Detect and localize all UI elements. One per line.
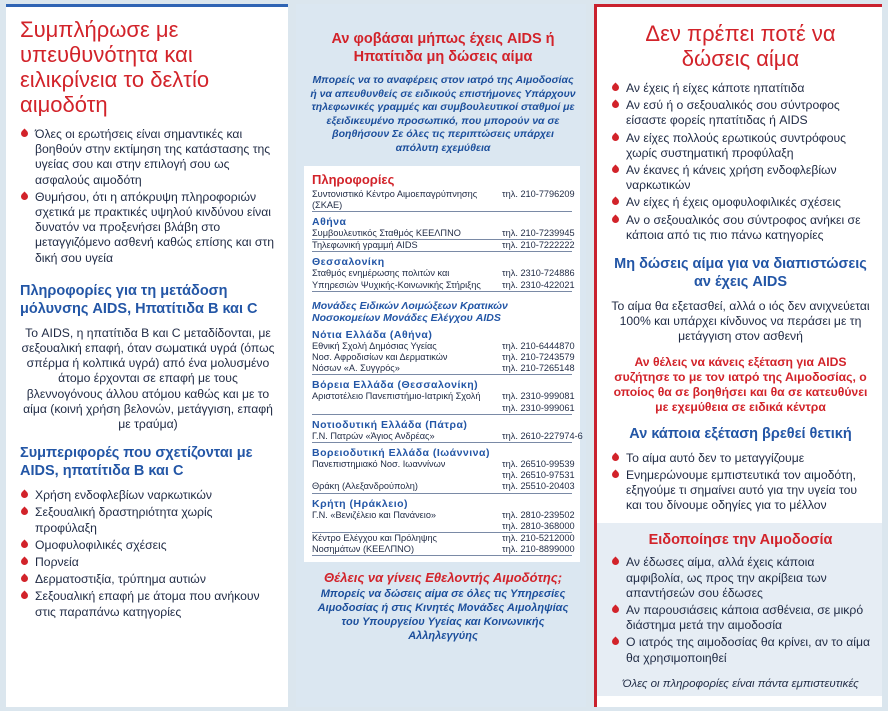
blood-drop-icon bbox=[611, 165, 621, 175]
list-item: Αν εσύ ή ο σεξουαλικός σου σύντροφος είσαστε φορείς ηπατίτιδας ή AIDS bbox=[611, 98, 870, 128]
notify-list bbox=[611, 555, 870, 665]
behaviours-list bbox=[20, 488, 276, 620]
table-row: Σταθμός ενημέρωσης πολιτών και τηλ. 2310-724886 bbox=[312, 268, 575, 279]
table-row: τηλ. 26510-97531 bbox=[502, 470, 575, 481]
blood-drop-icon bbox=[611, 557, 621, 567]
right-panel bbox=[594, 4, 882, 707]
transmission-heading: Πληροφορίες για τη μετάδοση μόλυνσης AIDS, Ηπατίτιδα Β και C bbox=[20, 282, 258, 317]
list-item: Αν έδωσες αίμα, αλλά έχεις κάποια αμφιβολία, ως προς την ακρίβεια των απαντήσεών σου έδωσες bbox=[611, 555, 870, 601]
table-row: Συντονιστικό Κέντρο Αιμοεπαγρύπνησης (ΣΚΑΕ) τηλ. 210-7796209 bbox=[312, 189, 572, 212]
blood-drop-icon bbox=[20, 490, 30, 500]
diagnosis-text: Το αίμα θα εξετασθεί, αλλά ο ιός δεν ανιχνεύεται 100% και υπάρχει κίνδυνος να περάσει με τη μετάγγιση στον ασθενή bbox=[611, 299, 870, 344]
fear-text: Μπορείς να το αναφέρεις στον ιατρό της Αιμοδοσίας ή να απευθυνθείς σε ειδικούς επιστήμονες Υπάρχουν τηλεφωνικές γραμμές και συμβουλευτικοί σταθμοί με εξειδικευμένο προσωπικό, που μπορούν να σε βοηθήσουν Σε όλες τις περιπτώσεις υπάρχει απόλυτη εχεμύθεια bbox=[310, 74, 576, 154]
blood-drop-icon bbox=[20, 539, 30, 549]
list-item: Δερματοστιξία, τρύπημα αυτιών bbox=[20, 572, 276, 587]
notify-heading: Ειδοποίησε την Αιμοδοσία bbox=[648, 532, 833, 549]
region-heading: Βόρεια Ελλάδα (Θεσσαλονίκη) bbox=[312, 379, 479, 392]
list-item: Αν είχες ή έχεις ομοφυλοφιλικές σχέσεις bbox=[611, 195, 870, 210]
blood-drop-icon bbox=[611, 100, 621, 110]
fear-heading: Αν φοβάσαι μήπως έχεις AIDS ή Ηπατίτιδα μη δώσεις αίμα bbox=[331, 31, 555, 65]
volunteer-heading: Θέλεις να γίνεις Εθελοντής Αιμοδότης; bbox=[323, 570, 563, 586]
list-item: Ενημερώνουμε εμπιστευτικά τον αιμοδότη, εξηγούμε τι σημαίνει αυτό για την υγεία του και του δίνουμε οδηγίες για το μέλλον bbox=[611, 468, 870, 514]
diagnosis-heading: Μη δώσεις αίμα για να διαπιστώσεις αν έχεις AIDS bbox=[614, 256, 867, 291]
list-item: Ο ιατρός της αιμοδοσίας θα κρίνει, αν το αίμα θα χρησιμοποιηθεί bbox=[611, 635, 870, 665]
positive-list bbox=[611, 451, 870, 514]
info-heading: Πληροφορίες bbox=[312, 171, 395, 187]
table-row: Τηλεφωνική γραμμή AIDS τηλ. 210-7222222 bbox=[312, 240, 572, 252]
blood-drop-icon bbox=[611, 637, 621, 647]
blood-drop-icon bbox=[20, 557, 30, 567]
table-row: Νοσημάτων (ΚΕΕΛΠΝΟ) τηλ. 210-8899000 bbox=[312, 544, 572, 556]
intro-list bbox=[20, 127, 276, 266]
list-item: Όλες οι ερωτήσεις είναι σημαντικές και βοηθούν στην εκτίμηση της κατάστασης της υγείας σου και στην επιλογή σου ως ασφαλούς αιμοδότη bbox=[20, 127, 276, 188]
blood-drop-icon bbox=[611, 469, 621, 479]
region-heading: Νοτιοδυτική Ελλάδα (Πάτρα) bbox=[312, 418, 468, 431]
table-row: Συμβουλευτικός Σταθμός ΚΕΕΛΠΝΟ τηλ. 210-7239945 bbox=[312, 228, 572, 240]
footer-note: Όλες οι πληροφορίες είναι πάντα εμπιστευτικές bbox=[622, 677, 859, 690]
table-row: Γ.Ν. «Βενιζέλειο και Πανάνειο» τηλ. 2810-239502 bbox=[312, 509, 575, 520]
blood-drop-icon bbox=[20, 191, 30, 201]
list-item: Πορνεία bbox=[20, 555, 276, 570]
table-row: τηλ. 2810-368000 bbox=[312, 521, 572, 533]
list-item: Σεξουαλική επαφή με άτομα που ανήκουν στις παραπάνω κατηγορίες bbox=[20, 589, 276, 619]
test-red-text: Αν θέλεις να κάνεις εξέταση για AIDS συζήτησε το με τον ιατρό της Αιμοδοσίας, ο οποίος θα σε βοηθήσει και θα σε κατευθύνει με εχεμύθεια σε ειδικά κέντρα bbox=[613, 354, 868, 414]
list-item: Θυμήσου, ότι η απόκρυψη πληροφοριών σχετικά με πρακτικές υψηλού κινδύνου είναι δυνατόν να προξενήσει βλάβη στο μεταγγιζόμενο ασθενή καθώς επίσης και στη δική σου υγεία bbox=[20, 190, 276, 266]
region-heading: Αθήνα bbox=[312, 215, 347, 228]
table-row: Νόσων «Α. Συγγρός» τηλ. 210-7265148 bbox=[312, 363, 572, 375]
blood-drop-icon bbox=[20, 574, 30, 584]
info-table bbox=[304, 166, 583, 563]
table-row: Αριστοτέλειο Πανεπιστήμιο-Ιατρική Σχολή τηλ. 2310-999081 bbox=[312, 391, 575, 402]
transmission-text: Το AIDS, η ηπατίτιδα Β και C μεταδίδονται, με σεξουαλική επαφή, όταν σωματικά υγρά (όπως σπέρμα ή κολπικά υγρά) από ένα μολυσμένο άτομο έρχονται σε επαφή με τους βλεννογόνους άλλου ατόμου καθώς και με το αίμα (κοινή χρήση βελονών, μετάγγιση, επαφή με τραύμα) bbox=[21, 325, 275, 432]
table-row: Κέντρο Ελέγχου και Πρόληψης τηλ. 210-5212000 bbox=[312, 533, 575, 544]
list-item: Σεξουαλική δραστηριότητα χωρίς προφύλαξη bbox=[20, 505, 276, 535]
list-item: Χρήση ενδοφλεβίων ναρκωτικών bbox=[20, 488, 276, 503]
table-row: Εθνική Σχολή Δημόσιας Υγείας τηλ. 210-6444870 bbox=[312, 340, 575, 351]
notify-box bbox=[597, 523, 882, 695]
table-row: Υπηρεσιών Ψυχικής-Κοινωνικής Στήριξης τηλ. 2310-422021 bbox=[312, 280, 572, 292]
list-item: Αν είχες πολλούς ερωτικούς συντρόφους χωρίς συστηματική προφύλαξη bbox=[611, 131, 870, 161]
table-row: Γ.Ν. Πατρών «Άγιος Ανδρέας» τηλ. 2610-227974-6 bbox=[312, 431, 572, 443]
region-heading: Κρήτη (Ηράκλειο) bbox=[312, 497, 409, 510]
never-list bbox=[611, 81, 870, 243]
middle-panel bbox=[296, 4, 586, 707]
table-row: Πανεπιστημιακό Νοσ. Ιωαννίνων τηλ. 26510-99539 bbox=[312, 459, 575, 469]
region-heading: Θεσσαλονίκη bbox=[312, 256, 385, 269]
volunteer-text: Μπορείς να δώσεις αίμα σε όλες τις Υπηρεσίες Αιμοδοσίας ή στις Κινητές Μονάδες Αιμοληψίας του Υπουργείου Υγείας και Κοινωνικής Αλληλεγγύης bbox=[317, 588, 569, 643]
blood-drop-icon bbox=[611, 83, 621, 93]
region-heading: Βορειοδυτική Ελλάδα (Ιωάννινα) bbox=[312, 447, 490, 459]
blood-drop-icon bbox=[611, 605, 621, 615]
region-heading: Νότια Ελλάδα (Αθήνα) bbox=[312, 328, 433, 341]
table-row: τηλ. 2310-999061 bbox=[312, 403, 572, 415]
blood-drop-icon bbox=[20, 591, 30, 601]
left-title: Συμπλήρωσε με υπευθυνότητα και ειλικρίνεια το δελτίο αιμοδότη bbox=[20, 17, 210, 117]
blood-drop-icon bbox=[20, 507, 30, 517]
list-item: Αν έχεις ή είχες κάποτε ηπατίτιδα bbox=[611, 81, 870, 96]
units-heading: Μονάδες Ειδικών Λοιμώξεων Κρατικών Νοσοκομείων Μονάδες Ελέγχου AIDS bbox=[312, 299, 508, 325]
blood-drop-icon bbox=[611, 132, 621, 142]
blood-drop-icon bbox=[611, 452, 621, 462]
list-item: Αν παρουσιάσεις κάποια ασθένεια, σε μικρό διάστημα μετά την αιμοδοσία bbox=[611, 603, 870, 633]
list-item: Το αίμα αυτό δεν το μεταγγίζουμε bbox=[611, 451, 870, 466]
table-row: Θράκη (Αλεξανδρούπολη) τηλ. 25510-20403 bbox=[312, 481, 572, 493]
right-title: Δεν πρέπει ποτέ να δώσεις αίμα bbox=[645, 21, 836, 71]
table-row: Νοσ. Αφροδισίων και Δερματικών τηλ. 210-7243579 bbox=[312, 351, 575, 362]
blood-drop-icon bbox=[611, 214, 621, 224]
list-item: Αν ο σεξουαλικός σου σύντροφος ανήκει σε κάποια από τις πιο πάνω κατηγορίες bbox=[611, 213, 870, 243]
left-panel bbox=[6, 4, 288, 707]
behaviours-heading: Συμπεριφορές που σχετίζονται με AIDS, ηπατίτιδα Β και C bbox=[20, 445, 253, 480]
blood-drop-icon bbox=[611, 197, 621, 207]
positive-heading: Αν κάποια εξέταση βρεθεί θετική bbox=[629, 425, 852, 442]
list-item: Αν έκανες ή κάνεις χρήση ενδοφλεβίων ναρκωτικών bbox=[611, 163, 870, 193]
list-item: Ομοφυλοφιλικές σχέσεις bbox=[20, 538, 276, 553]
blood-drop-icon bbox=[20, 129, 30, 139]
